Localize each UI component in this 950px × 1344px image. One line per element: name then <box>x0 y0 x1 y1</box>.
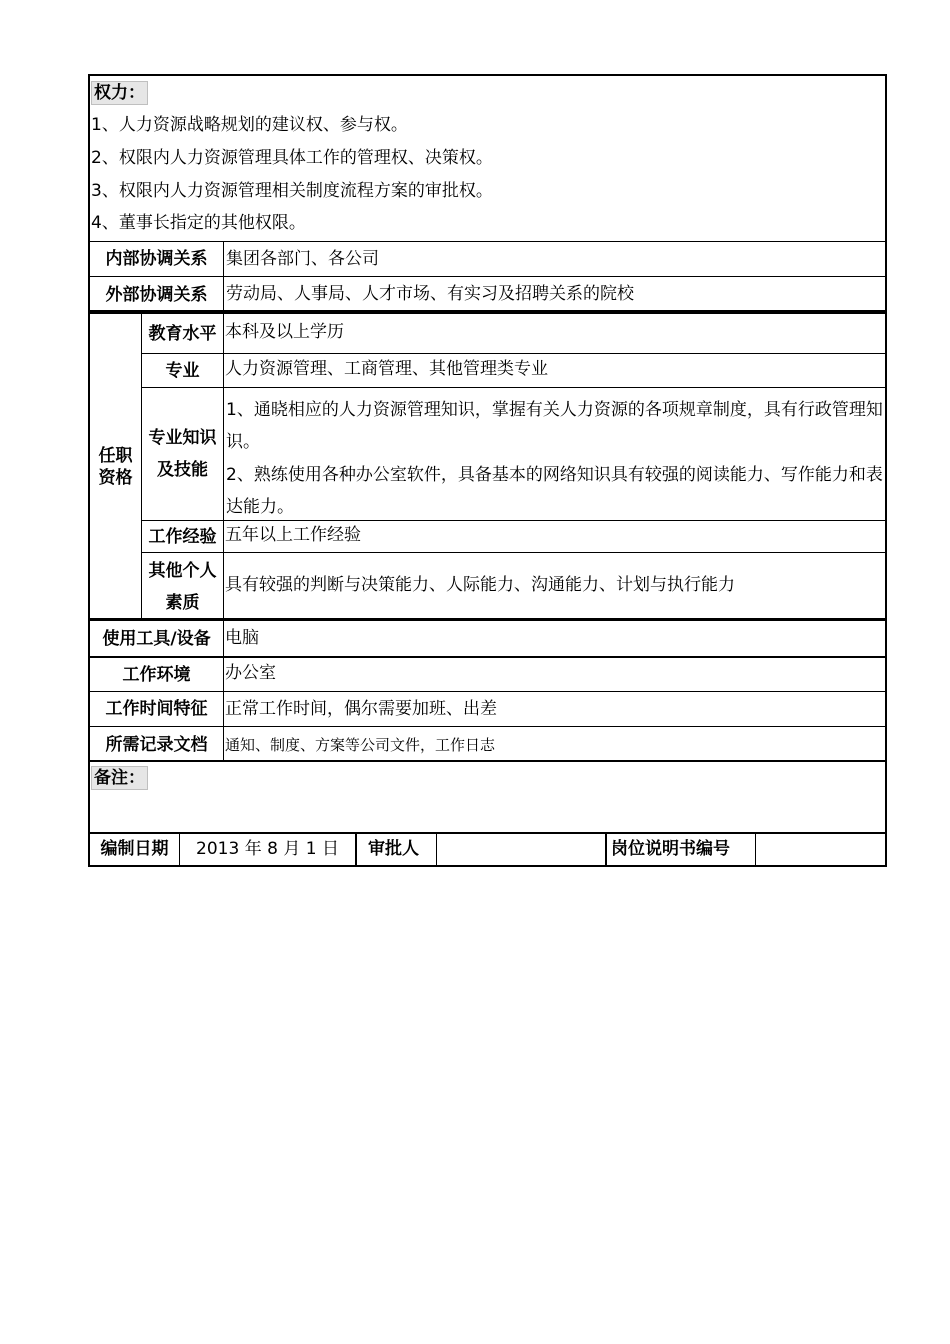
internal-relations-label: 内部协调关系 <box>105 249 208 269</box>
power-item-4: 4、董事长指定的其他权限。 <box>91 213 306 233</box>
qualification-block <box>88 312 887 620</box>
power-relations-block <box>88 74 887 312</box>
approver-label: 审批人 <box>368 839 419 859</box>
skills-item-2: 2、熟练使用各种办公室软件，具备基本的网络知识具有较强的阅读能力、写作能力和表达能力。 <box>226 465 883 517</box>
external-relations-label: 外部协调关系 <box>105 284 208 305</box>
personal-quality-label: 其他个人 素质 <box>148 560 217 613</box>
major-label: 专业 <box>165 360 200 381</box>
tools-value: 电脑 <box>225 628 259 648</box>
environment-value: 办公室 <box>225 663 276 683</box>
power-title: 权力： <box>91 81 148 105</box>
power-item-1: 1、人力资源战略规划的建议权、参与权。 <box>91 115 408 135</box>
work-conditions-block <box>88 619 887 762</box>
major-value: 人力资源管理、工商管理、其他管理类专业 <box>225 359 548 379</box>
experience-label: 工作经验 <box>148 526 217 547</box>
power-item-3: 3、权限内人力资源管理相关制度流程方案的审批权。 <box>91 181 493 201</box>
date-label: 编制日期 <box>100 839 169 859</box>
tools-label: 使用工具/设备 <box>102 628 211 649</box>
remarks-footer-block <box>88 760 887 867</box>
qualification-group-label: 任职 资格 <box>98 446 133 488</box>
experience-value: 五年以上工作经验 <box>225 525 361 545</box>
education-label: 教育水平 <box>148 323 217 344</box>
records-label: 所需记录文档 <box>105 734 208 755</box>
work-time-label: 工作时间特征 <box>105 699 208 719</box>
external-relations-value: 劳动局、人事局、人才市场、有实习及招聘关系的院校 <box>226 284 634 304</box>
skills-label: 专业知识 及技能 <box>148 428 217 480</box>
skills-item-1: 1、通晓相应的人力资源管理知识，掌握有关人力资源的各项规章制度，具有行政管理知识。 <box>226 400 883 452</box>
personal-quality-value: 具有较强的判断与决策能力、人际能力、沟通能力、计划与执行能力 <box>225 575 735 595</box>
doc-number-label: 岗位说明书编号 <box>611 839 730 859</box>
internal-relations-value: 集团各部门、各公司 <box>226 249 379 269</box>
work-time-value: 正常工作时间，偶尔需要加班、出差 <box>225 699 497 719</box>
records-value: 通知、制度、方案等公司文件，工作日志 <box>225 736 496 754</box>
date-value: 2013 年 8 月 1 日 <box>196 839 339 859</box>
environment-label: 工作环境 <box>122 664 191 685</box>
education-value: 本科及以上学历 <box>225 322 344 342</box>
power-item-2: 2、权限内人力资源管理具体工作的管理权、决策权。 <box>91 148 493 168</box>
remarks-title: 备注： <box>91 766 148 790</box>
